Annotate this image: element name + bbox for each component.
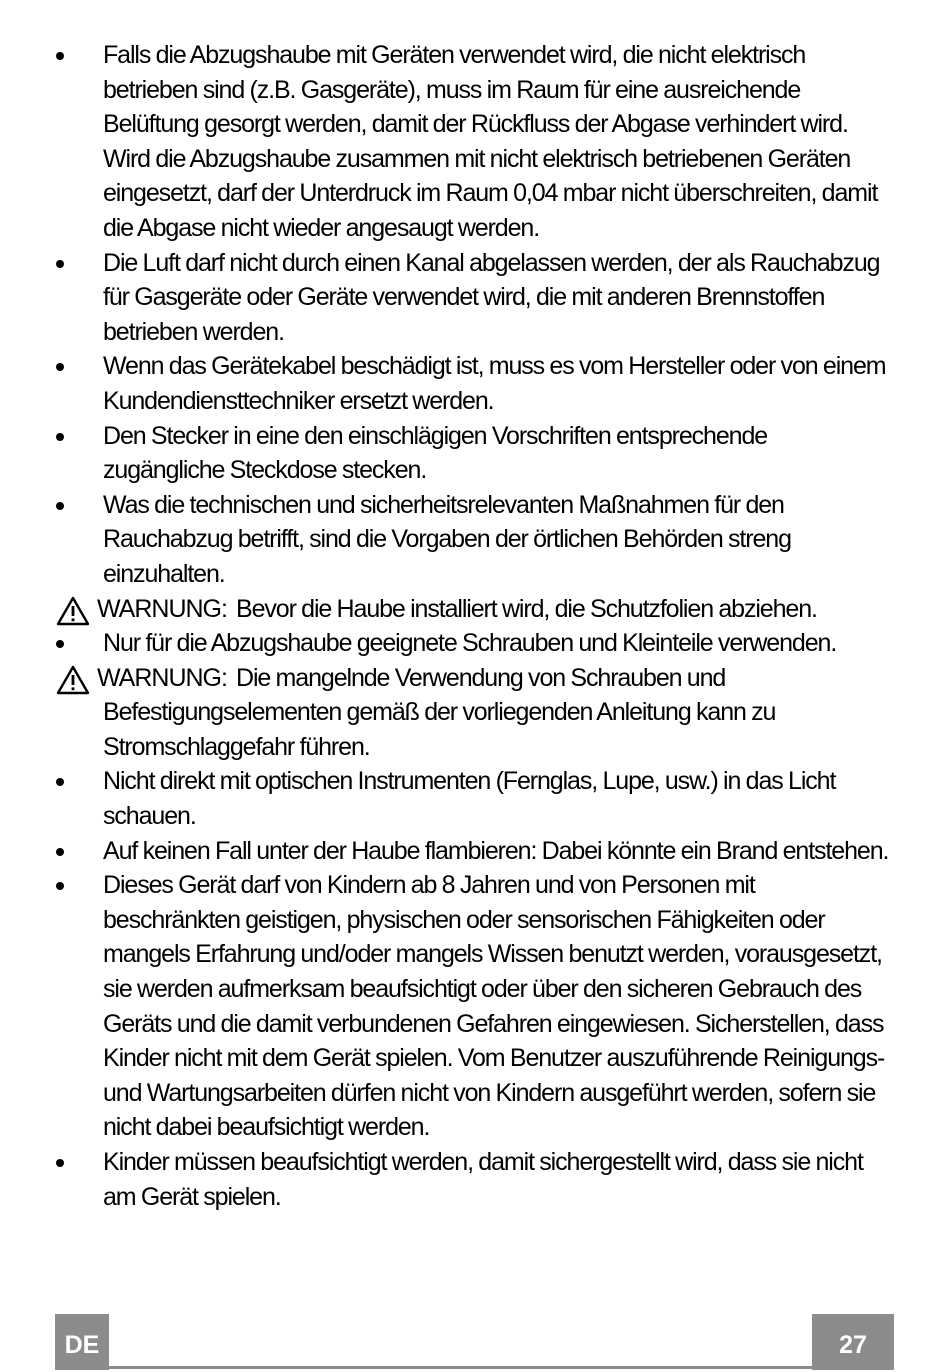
footer-page-number: 27 bbox=[812, 1314, 894, 1370]
item-text: Nicht direkt mit optischen Instrumenten (Fernglas, Lupe, usw.) in das Licht schauen. bbox=[103, 767, 836, 831]
warning-label: WARNUNG: bbox=[97, 663, 227, 692]
bullet-dot-icon bbox=[56, 52, 64, 60]
list-item bbox=[0, 38, 950, 246]
item-text: Bevor die Haube installiert wird, die Schutzfolien abziehen. bbox=[236, 594, 817, 623]
item-text: Kinder müssen beaufsichtigt werden, damit sichergestellt wird, dass sie nicht am Gerät spielen. bbox=[103, 1148, 863, 1211]
warning-item bbox=[0, 592, 950, 627]
list-item bbox=[0, 349, 950, 418]
list-item bbox=[0, 1145, 950, 1214]
bullet-dot-icon bbox=[56, 1159, 64, 1167]
bullet-dot-icon bbox=[56, 882, 64, 890]
document-body bbox=[0, 38, 950, 1214]
bullet-dot-icon bbox=[56, 640, 64, 648]
footer-divider bbox=[109, 1366, 812, 1369]
warning-item bbox=[0, 661, 950, 765]
list-item bbox=[0, 246, 950, 350]
item-text: Falls die Abzugshaube mit Geräten verwendet wird, die nicht elektrisch betrieben sind (z.B. Gasgeräte), muss im Raum für eine ausreichende Belüftung gesorgt werden, damit der Rückfluss der Abgase verhindert wird. Wird die Abzugshaube zusammen mit nicht elektrisch betriebenen Geräten eingesetzt, darf der Unterdruck im Raum 0,04 mbar nicht überschreiten, damit die Abgase nicht wieder angesaugt werden. bbox=[103, 41, 878, 242]
item-text: Die mangelnde Verwendung von Schrauben und Befestigungselementen gemäß der vorliegenden Anleitung kann zu Stromschlaggefahr führen. bbox=[103, 663, 776, 761]
item-text: Den Stecker in eine den einschlägigen Vorschriften entsprechende zugängliche Steckdose stecken. bbox=[103, 421, 768, 485]
bullet-dot-icon bbox=[56, 502, 64, 510]
warning-triangle-icon bbox=[56, 665, 90, 695]
bullet-dot-icon bbox=[56, 778, 64, 786]
item-text: Auf keinen Fall unter der Haube flambieren: Dabei könnte ein Brand entstehen. bbox=[103, 836, 889, 865]
list-item bbox=[0, 764, 950, 833]
bullet-dot-icon bbox=[56, 433, 64, 441]
list-item bbox=[0, 834, 950, 869]
list-item bbox=[0, 488, 950, 592]
warning-triangle-icon bbox=[56, 596, 90, 626]
item-text: Nur für die Abzugshaube geeignete Schrauben und Kleinteile verwenden. bbox=[103, 629, 837, 658]
item-text: Die Luft darf nicht durch einen Kanal abgelassen werden, der als Rauchabzug für Gasgeräte oder Geräte verwendet wird, die mit anderen Brennstoffen betrieben werden. bbox=[103, 248, 880, 346]
item-text: Was die technischen und sicherheitsrelevanten Maßnahmen für den Rauchabzug betrifft, sind die Vorgaben der örtlichen Behörden streng einzuhalten. bbox=[103, 490, 791, 588]
warning-label: WARNUNG: bbox=[97, 594, 227, 623]
bullet-dot-icon bbox=[56, 363, 64, 371]
bullet-dot-icon bbox=[56, 260, 64, 268]
bullet-dot-icon bbox=[56, 848, 64, 856]
list-item bbox=[0, 419, 950, 488]
item-text: Dieses Gerät darf von Kindern ab 8 Jahren und von Personen mit beschränkten geistigen, physischen oder sensorischen Fähigkeiten oder mangels Erfahrung und/oder mangels Wissen benutzt werden, vorausgesetzt, sie werden aufmerksam beaufsichtigt oder über den sicheren Gebrauch des Geräts und die damit verbundenen Gefahren eingewiesen. Sicherstellen, dass Kinder nicht mit dem Gerät spielen. Vom Benutzer auszuführende Reinigungs- und Wartungsarbeiten dürfen nicht von Kindern ausgeführt werden, sofern sie nicht dabei beaufsichtigt werden. bbox=[103, 871, 885, 1142]
item-text: Wenn das Gerätekabel beschädigt ist, muss es vom Hersteller oder von einem Kundendiensttechniker ersetzt werden. bbox=[103, 352, 886, 415]
list-item bbox=[0, 626, 950, 661]
list-item bbox=[0, 868, 950, 1145]
footer-language-tab: DE bbox=[55, 1314, 109, 1370]
